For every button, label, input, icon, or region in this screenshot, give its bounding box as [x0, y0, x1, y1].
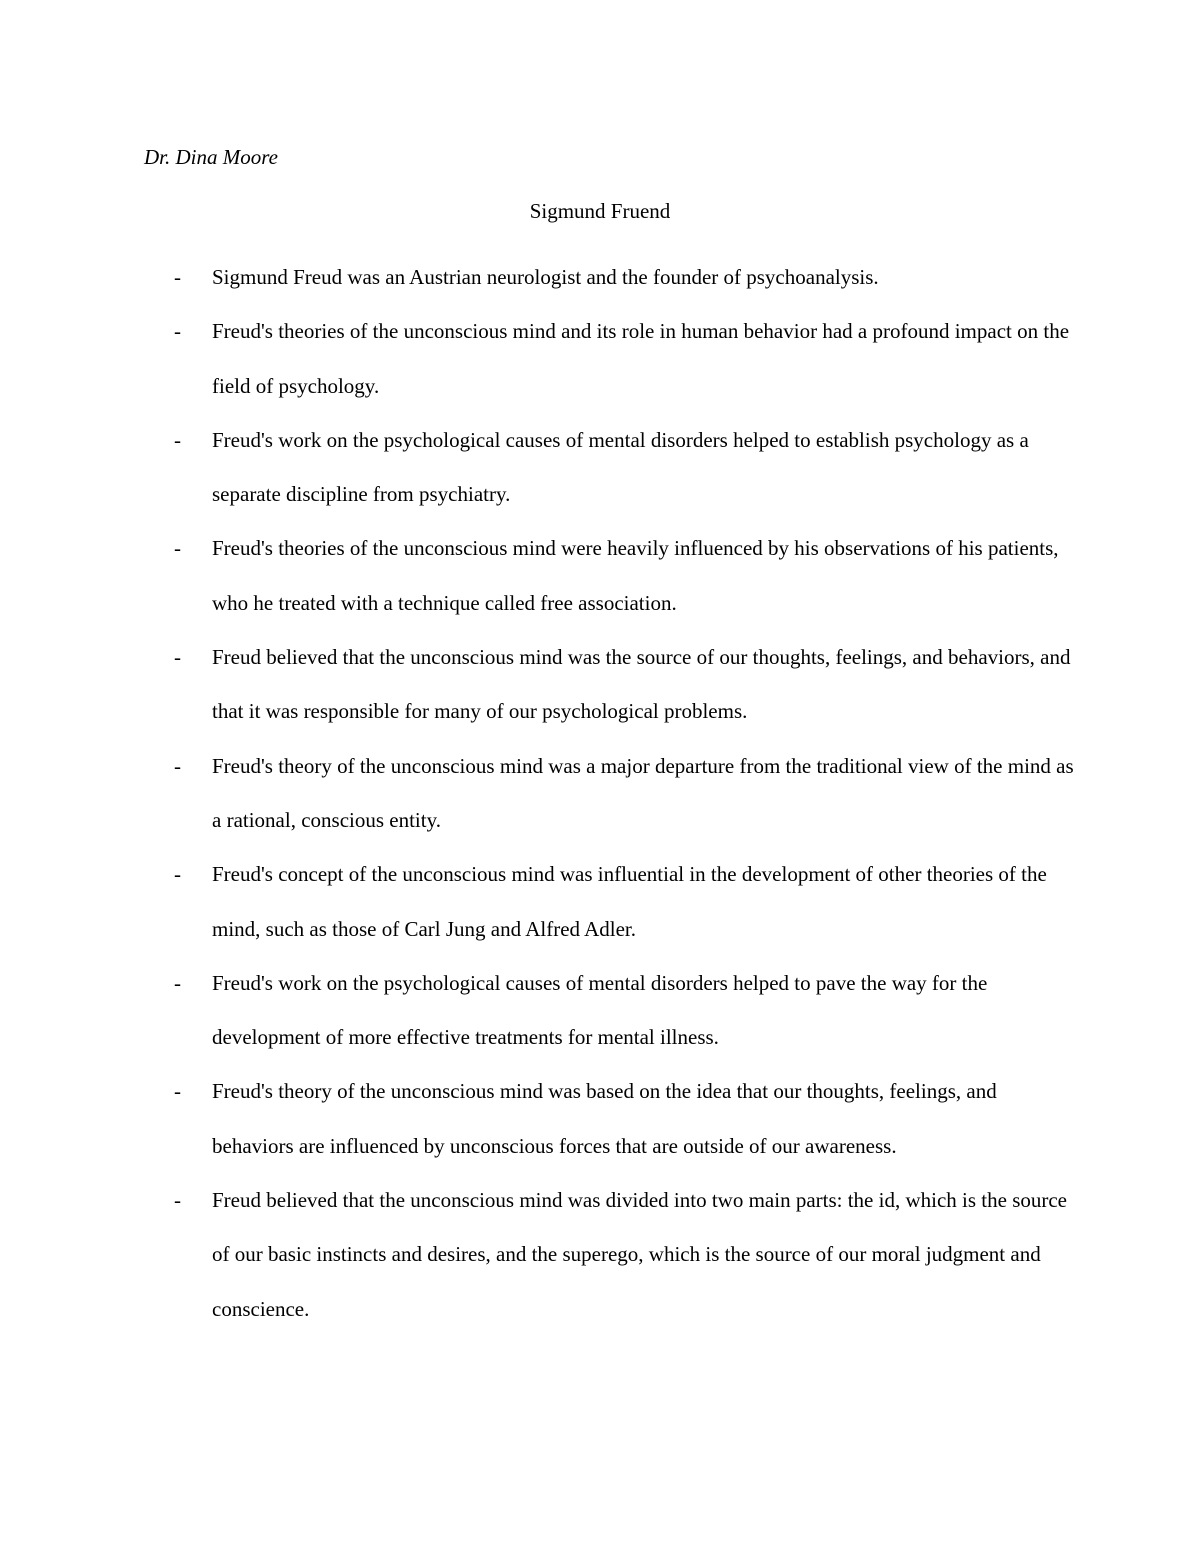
bullet-item: [174, 956, 1074, 1065]
bullet-list: [174, 250, 1074, 1336]
bullet-text: Freud's work on the psychological causes of mental disorders helped to pave the way for the development of more effective treatments for mental illness.: [212, 970, 988, 1050]
bullet-text: Freud's theory of the unconscious mind was based on the idea that our thoughts, feelings, and behaviors are influenced by unconscious forces that are outside of our awareness.: [212, 1079, 997, 1158]
bullet-item: [174, 413, 1074, 522]
bullet-item: [174, 739, 1074, 848]
dash-marker: -: [174, 645, 181, 670]
dash-marker: -: [174, 319, 181, 344]
dash-marker: -: [174, 536, 181, 561]
dash-marker: -: [174, 862, 181, 887]
bullet-item: [174, 250, 1074, 304]
bullet-item: [174, 521, 1074, 630]
bullet-item: [174, 1064, 1074, 1173]
dash-marker: -: [174, 265, 181, 289]
bullet-text: Freud's theory of the unconscious mind was a major departure from the traditional view of the mind as a rational, conscious entity.: [212, 753, 1074, 832]
dash-marker: -: [174, 427, 181, 452]
bullet-text: Freud believed that the unconscious mind was the source of our thoughts, feelings, and behaviors, and that it was responsible for many of our psychological problems.: [212, 645, 1071, 724]
dash-marker: -: [174, 1079, 181, 1104]
dash-marker: -: [174, 970, 181, 995]
dash-marker: -: [174, 753, 181, 778]
bullet-item: [174, 304, 1074, 413]
dash-marker: -: [174, 1188, 181, 1213]
bullet-text: Freud's theories of the unconscious mind and its role in human behavior had a profound impact on the field of psychology.: [212, 319, 1070, 398]
bullet-text: Freud believed that the unconscious mind was divided into two main parts: the id, which is the source of our basic instincts and desires, and the superego, which is the source of our moral judgment and conscience.: [212, 1188, 1068, 1321]
bullet-item: [174, 847, 1074, 956]
bullet-text: Freud's work on the psychological causes of mental disorders helped to establish psychology as a separate discipline from psychiatry.: [212, 427, 1029, 507]
bullet-item: [174, 1173, 1074, 1336]
bullet-text: Sigmund Freud was an Austrian neurologist and the founder of psychoanalysis.: [212, 265, 879, 289]
bullet-text: Freud's theories of the unconscious mind were heavily influenced by his observations of his patients, who he treated with a technique called free association.: [212, 536, 1059, 615]
bullet-item: [174, 630, 1074, 739]
bullet-text: Freud's concept of the unconscious mind was influential in the development of other theories of the mind, such as those of Carl Jung and Alfred Adler.: [212, 862, 1047, 941]
document-title: Sigmund Fruend: [529, 199, 671, 223]
author-name: Dr. Dina Moore: [144, 145, 278, 169]
